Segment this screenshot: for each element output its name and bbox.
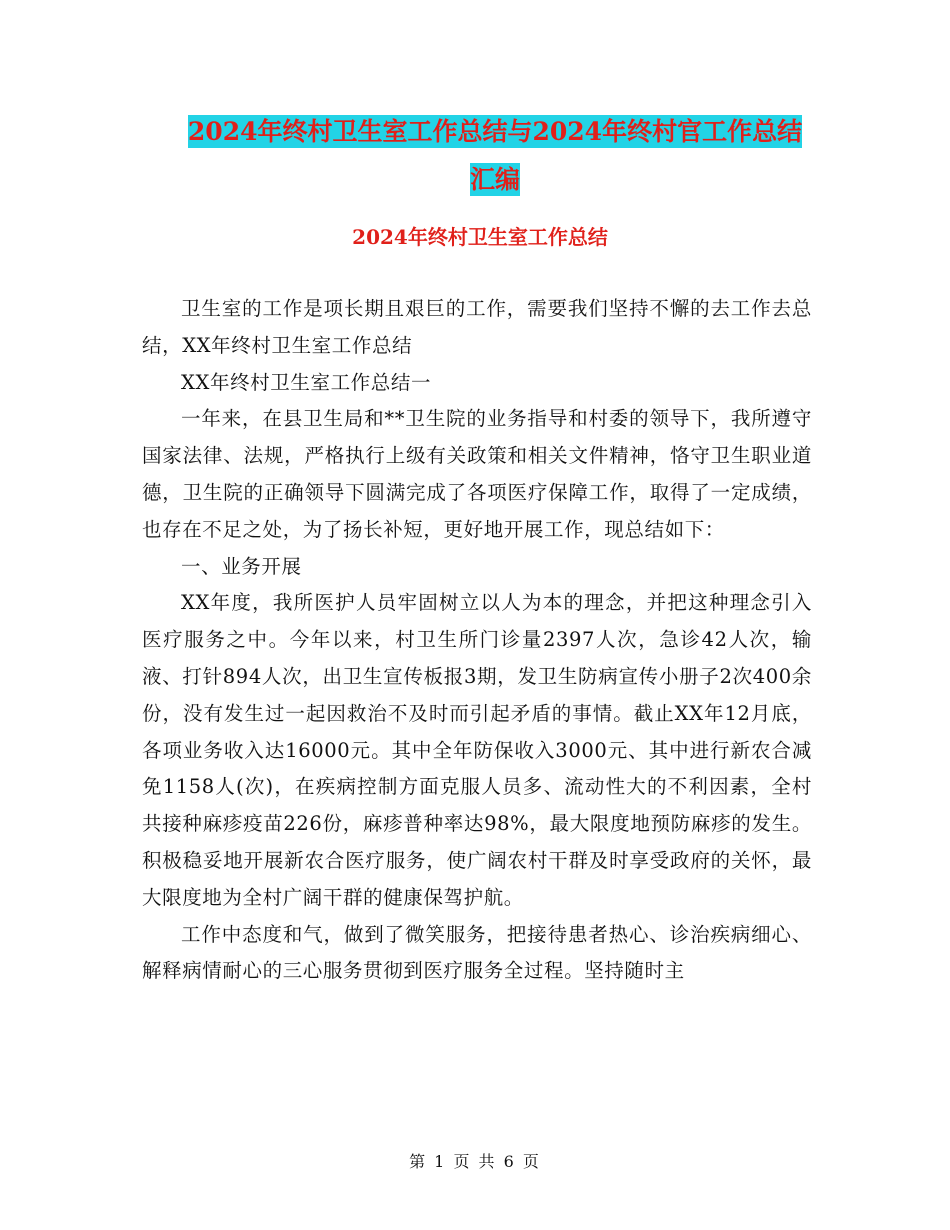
body-text bbox=[142, 291, 812, 990]
title-line-2: 汇编 bbox=[469, 165, 520, 194]
paragraph: 一年来，在县卫生局和**卫生院的业务指导和村委的领导下，我所遵守国家法律、法规，严格执行上级有关政策和相关文件精神，恪守卫生职业道德，卫生院的正确领导下圆满完成了各项医疗保障工作，取得了一定成绩，也存在不足之处，为了扬长补短，更好地开展工作，现总结如下： bbox=[142, 407, 812, 541]
paragraph: XX年终村卫生室工作总结一 bbox=[181, 370, 432, 394]
paragraph: XX年度，我所医护人员牢固树立以人为本的理念，并把这种理念引入医疗服务之中。今年以来，村卫生所门诊量2397人次，急诊42人次，输液、打针894人次，出卫生宣传板报3期，发卫生防病宣传小册子2次400余份，没有发生过一起因救治不及时而引起矛盾的事情。截止XX年12月底，各项业务收入达16000元。其中全年防保收入3000元、其中进行新农合减免1158人(次)，在疾病控制方面克服人员多、流动性大的不利因素，全村共接种麻疹疫苗226份，麻疹普种率达98%，最大限度地预防麻疹的发生。积极稳妥地开展新农合医疗服务，使广阔农村干群及时享受政府的关怀，最大限度地为全村广阔干群的健康保驾护航。 bbox=[142, 591, 812, 909]
paragraph: 一、业务开展 bbox=[181, 554, 302, 578]
page-footer: 第 1 页 共 6 页 bbox=[409, 1152, 541, 1171]
document-title bbox=[140, 108, 850, 204]
paragraph: 卫生室的工作是项长期且艰巨的工作，需要我们坚持不懈的去工作去总结，XX年终村卫生室工作总结 bbox=[142, 297, 812, 357]
paragraph: 工作中态度和气，做到了微笑服务，把接待患者热心、诊治疾病细心、解释病情耐心的三心服务贯彻到医疗服务全过程。坚持随时主 bbox=[142, 922, 812, 983]
section-title: 2024年终村卫生室工作总结 bbox=[352, 225, 608, 249]
title-line-1: 2024年终村卫生室工作总结与2024年终村官工作总结 bbox=[187, 117, 803, 146]
